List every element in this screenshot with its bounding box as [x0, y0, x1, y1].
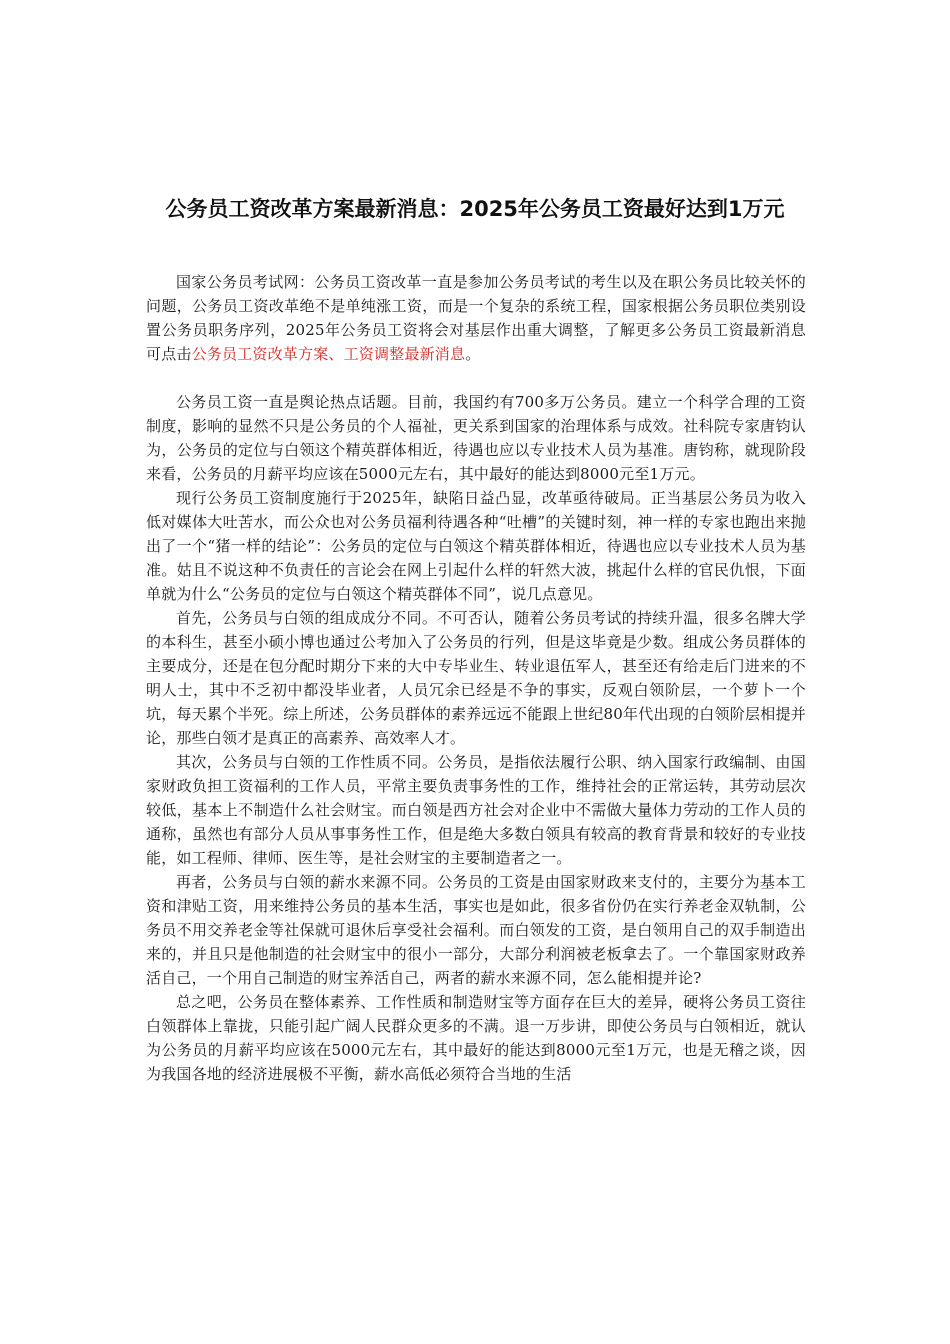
body-paragraph: 公务员工资一直是舆论热点话题。目前，我国约有700多万公务员。建立一个科学合理的工资制度，影响的显然不只是公务员的个人福祉，更关系到国家的治理体系与成效。社科院专家唐钧认为，公务员的定位与白领这个精英群体相近，待遇也应以专业技术人员为基准。唐钧称，就现阶段来看，公务员的月薪平均应该在5000元左右，其中最好的能达到8000元至1万元。 [146, 393, 806, 483]
intro-text-end: 。 [465, 345, 481, 363]
document-title: 公务员工资改革方案最新消息：2025年公务员工资最好达到1万元 [165, 197, 785, 221]
salary-reform-news-link[interactable]: 公务员工资改革方案、工资调整最新消息 [191, 345, 466, 363]
body-paragraph: 总之吧，公务员在整体素养、工作性质和制造财宝等方面存在巨大的差异，硬将公务员工资往白领群体上靠拢，只能引起广阔人民群众更多的不满。退一万步讲，即使公务员与白领相近，就认为公务员的月薪平均应该在5000元左右，其中最好的能达到8000元至1万元，也是无稽之谈，因为我国各地的经济进展极不平衡，薪水高低必须符合当地的生活 [146, 993, 806, 1083]
body-paragraph: 首先，公务员与白领的组成成分不同。不可否认，随着公务员考试的持续升温，很多名牌大学的本科生，甚至小硕小博也通过公考加入了公务员的行列，但是这毕竟是少数。组成公务员群体的主要成分，还是在包分配时期分下来的大中专毕业生、转业退伍军人，甚至还有给走后门进来的不明人士，其中不乏初中都没毕业者，人员冗余已经是不争的事实，反观白领阶层，一个萝卜一个坑，每天累个半死。综上所述，公务员群体的素养远远不能跟上世纪80年代出现的白领阶层相提并论，那些白领才是真正的高素养、高效率人才。 [146, 609, 806, 747]
body-paragraph: 现行公务员工资制度施行于2025年，缺陷日益凸显，改革亟待破局。正当基层公务员为收入低对媒体大吐苦水，而公众也对公务员福利待遇各种“吐槽”的关键时刻，神一样的专家也跑出来抛出了一个“猪一样的结论”：公务员的定位与白领这个精英群体相近，待遇也应以专业技术人员为基准。姑且不说这种不负责任的言论会在网上引起什么样的轩然大波，挑起什么样的官民仇恨，下面单就为什么“公务员的定位与白领这个精英群体不同”，说几点意见。 [146, 489, 806, 603]
document-body [146, 270, 806, 1086]
intro-paragraph [146, 270, 806, 366]
intro-text: 国家公务员考试网：公务员工资改革一直是参加公务员考试的考生以及在职公务员比较关怀的问题，公务员工资改革绝不是单纯涨工资，而是一个复杂的系统工程，国家根据公务员职位类别设置公务员职务序列，2025年公务员工资将会对基层作出重大调整，了解更多公务员工资最新消息可点击 [146, 273, 806, 363]
body-paragraph: 再者，公务员与白领的薪水来源不同。公务员的工资是由国家财政来支付的，主要分为基本工资和津贴工资，用来维持公务员的基本生活，事实也是如此，很多省份仍在实行养老金双轨制，公务员不用交养老金等社保就可退休后享受社会福利。而白领发的工资，是白领用自己的双手制造出来的，并且只是他制造的社会财宝中的很小一部分，大部分利润被老板拿去了。一个靠国家财政养活自己，一个用自己制造的财宝养活自己，两者的薪水来源不同，怎么能相提并论? [146, 873, 806, 987]
body-paragraph: 其次，公务员与白领的工作性质不同。公务员，是指依法履行公职、纳入国家行政编制、由国家财政负担工资福利的工作人员，平常主要负责事务性的工作，维持社会的正常运转，其劳动层次较低，基本上不制造什么社会财宝。而白领是西方社会对企业中不需做大量体力劳动的工作人员的通称，虽然也有部分人员从事事务性工作，但是绝大多数白领具有较高的教育背景和较好的专业技能，如工程师、律师、医生等，是社会财宝的主要制造者之一。 [146, 753, 806, 867]
